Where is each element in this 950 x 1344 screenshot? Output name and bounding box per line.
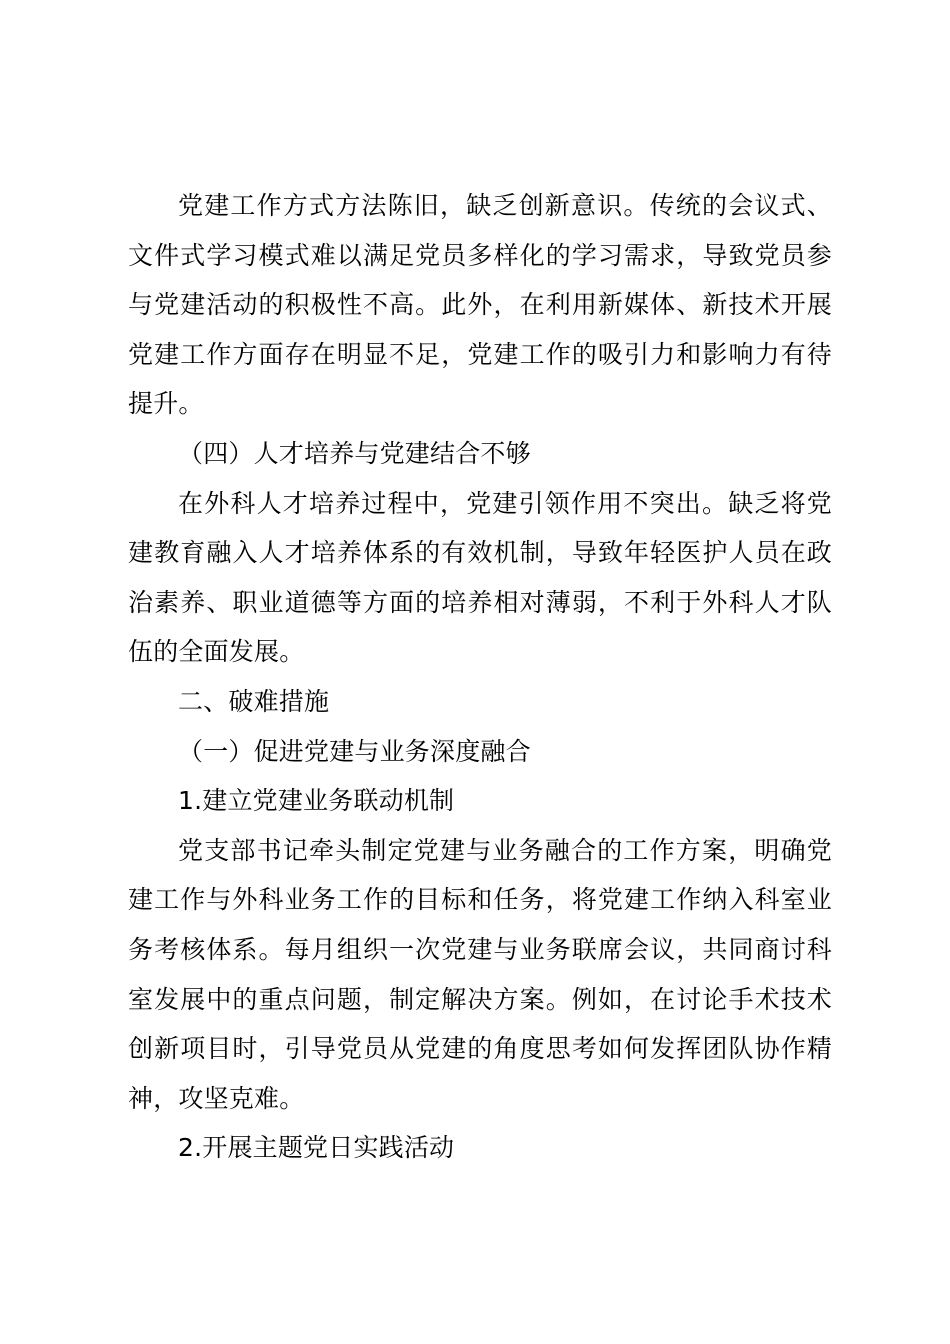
section-heading-measures: 二、破难措施 — [178, 686, 330, 716]
section-heading-talent-training: （四）人才培养与党建结合不够 — [178, 438, 531, 468]
document-body — [128, 181, 832, 1173]
paragraph-method-problems: 党建工作方式方法陈旧，缺乏创新意识。传统的会议式、文件式学习模式难以满足党员多样化的学习需求，导致党员参与党建活动的积极性不高。此外，在利用新媒体、新技术开展党建工作方面存在明显不足，党建工作的吸引力和影响力有待提升。 — [128, 191, 832, 419]
item-heading-linkage-mechanism: 1.建立党建业务联动机制 — [178, 786, 455, 816]
paragraph-linkage-mechanism: 党支部书记牵头制定党建与业务融合的工作方案，明确党建工作与外科业务工作的目标和任务，将党建工作纳入科室业务考核体系。每月组织一次党建与业务联席会议，共同商讨科室发展中的重点问题，制定解决方案。例如，在讨论手术技术创新项目时，引导党员从党建的角度思考如何发挥团队协作精神，攻坚克难。 — [128, 835, 832, 1113]
subsection-heading-integration: （一）促进党建与业务深度融合 — [178, 736, 531, 766]
paragraph-talent-training: 在外科人才培养过程中，党建引领作用不突出。缺乏将党建教育融入人才培养体系的有效机制，导致年轻医护人员在政治素养、职业道德等方面的培养相对薄弱，不利于外科人才队伍的全面发展。 — [128, 488, 832, 667]
item-heading-party-day: 2.开展主题党日实践活动 — [178, 1133, 455, 1163]
